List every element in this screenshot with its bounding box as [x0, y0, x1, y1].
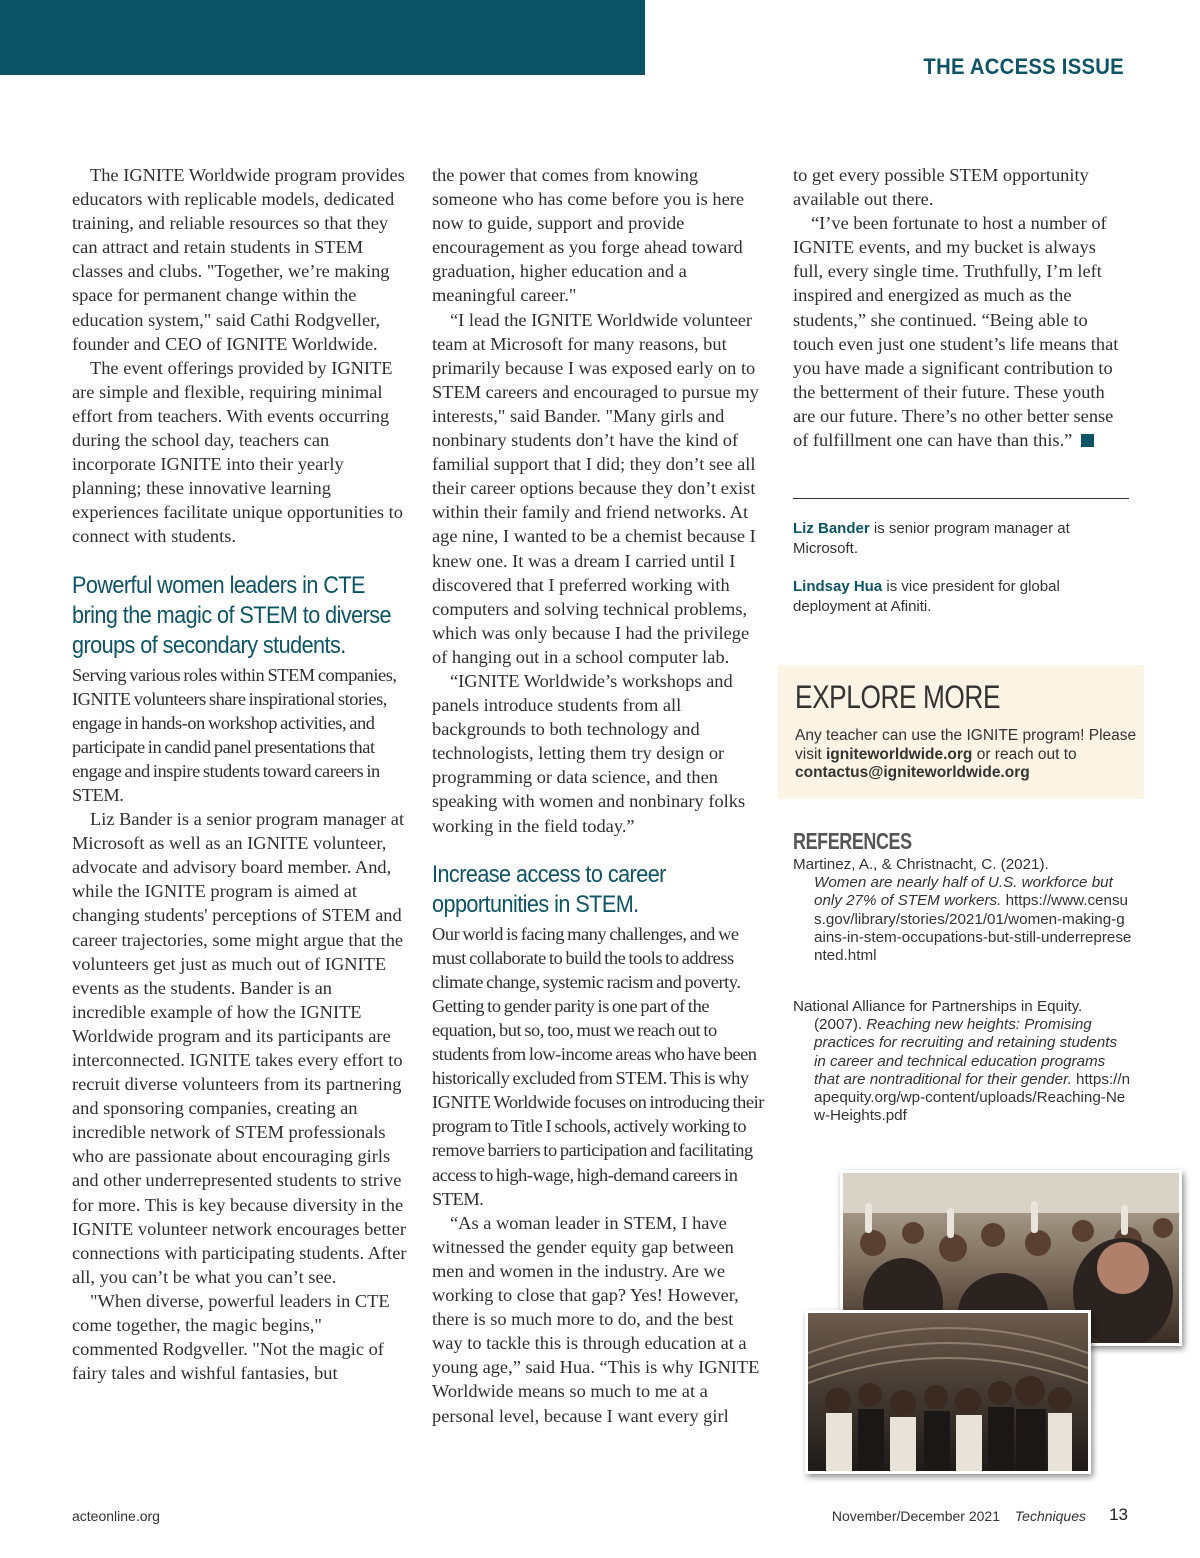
footer-magazine: Techniques	[1014, 1508, 1086, 1524]
end-mark-icon	[1081, 434, 1094, 447]
divider	[793, 498, 1129, 499]
author-bio	[793, 519, 1133, 558]
paragraph: “IGNITE Worldwide’s workshops and panels introduce students from all backgrounds to both technology and technologists, letting them try design or programming or data science, and then speaking with women and nonbinary folks working in the field today.”	[432, 670, 746, 836]
paragraph: “I lead the IGNITE Worldwide volunteer team at Microsoft for many reasons, but primarily because I was exposed early on to STEM careers and encouraged to pursue my interests," said Bander. "Many girls and nonbinary students don’t have the kind of familial support that I did; they don’t see all their career options because they don’t exist within their family and friend networks. At age nine, I wanted to be a chemist because I knew one. It was a dream I carried until I discovered that I preferred working with computers and solving technical problems, which was only because I had the privilege of hanging out in a school computer lab.	[432, 309, 759, 667]
paragraph	[793, 211, 1125, 452]
author-description: is vice president for global deployment at Afiniti.	[793, 578, 1060, 615]
reference-url: https://napequity.org/wp-content/uploads/Reaching-New-Heights.pdf	[814, 1070, 1131, 1125]
explore-text: Any teacher can use the IGNITE program! Please visit	[795, 727, 1137, 763]
website-link[interactable]: igniteworldwide.org	[826, 745, 973, 763]
footer-date: November/December 2021	[831, 1508, 1000, 1524]
article-column-2	[432, 163, 768, 1428]
article-column-3	[793, 163, 1125, 452]
paragraph: Our world is facing many challenges, and we must collaborate to build the tools to address climate change, systemic racism and poverty. Getting to gender parity is one part of the equation, but so, too, must we reach out to students from low-income areas who have been historically excluded from STEM. This is why IGNITE Worldwide focuses on introducing their program to Title I schools, actively working to remove barriers to participation and facilitating access to high-wage, high-demand careers in STEM.	[432, 923, 764, 1209]
explore-more-text	[795, 727, 1140, 783]
reference-authors-text: National Alliance for Partnerships in Equity. (2007).	[793, 998, 1083, 1034]
author-name: Liz Bander	[793, 520, 870, 537]
paragraph: the power that comes from knowing someone who has come before you is here now to guide, support and provide encouragement as you forge ahead toward graduation, higher education and a meaningful career."	[432, 165, 745, 306]
paragraph-text: “I’ve been fortunate to host a number of IGNITE events, and my bucket is always full, every single time. Truthfully, I’m left inspired and energized as much as the students,” she continued. “Being able to touch even just one student’s life means that you have made a significant contribution to the betterment of their future. These youth are our future. There’s no other better sense of fulfillment one can have than this.”	[793, 213, 1119, 451]
paragraph: Serving various roles within STEM companies, IGNITE volunteers share inspirational stories, engage in hands-on workshop activities, and participate in candid panel presentations that engage and inspire students toward careers in STEM.	[72, 664, 397, 805]
reference-url: https://www.census.gov/library/stories/2021/01/women-making-gains-in-stem-occupations-but-still-underrepresented.html	[814, 892, 1132, 965]
reference-item	[793, 998, 1133, 1125]
author-bio	[793, 577, 1133, 616]
subheading: Powerful women leaders in CTE bring the magic of STEM to diverse groups of secondary students.	[72, 571, 391, 659]
paragraph: The event offerings provided by IGNITE are simple and flexible, requiring minimal effort from teachers. With events occurring during the school day, teachers can incorporate IGNITE into their yearly planning; these innovative learning experiences facilitate unique opportunities to connect with students.	[72, 357, 403, 547]
reference-details	[793, 874, 1133, 965]
paragraph: "When diverse, powerful leaders in CTE come together, the magic begins," commented Rodgveller. "Not the magic of fairy tales and wishful fantasies, but	[72, 1290, 390, 1384]
paragraph: “As a woman leader in STEM, I have witnessed the gender equity gap between men and women in the industry. Are we working to close that gap? Yes! However, there is so much more to do, and the best way to tackle this is through education at a young age,” said Hua. “This is why IGNITE Worldwide means so much to me at a personal level, because I want every girl	[432, 1212, 760, 1426]
paragraph: Liz Bander is a senior program manager at Microsoft as well as an IGNITE volunteer, advocate and advisory board member. And, while the IGNITE program is aimed at changing students' perceptions of STEM and career trajectories, some might argue that the volunteers get just as much out of IGNITE events as the students. Bander is an incredible example of how the IGNITE Worldwide program and its participants are interconnected. IGNITE takes every effort to recruit diverse volunteers from its partnering and sponsoring companies, creating an incredible network of STEM professionals who are passionate about encouraging girls and other underrepresented students to strive for more. This is key because diversity in the IGNITE volunteer network encourages better connections with participating students. After all, you can’t be what you can’t see.	[72, 809, 407, 1287]
paragraph: to get every possible STEM opportunity available out there.	[793, 165, 1089, 210]
explore-text: or reach out to	[972, 745, 1077, 763]
reference-title: Women are nearly half of U.S. workforce but only 27% of STEM workers.	[814, 874, 1113, 910]
article-column-1	[72, 163, 408, 1385]
subheading: Increase access to career opportunities in STEM.	[432, 860, 666, 918]
reference-item	[793, 856, 1133, 965]
group-photo	[805, 1310, 1091, 1474]
explore-more-title: EXPLORE MORE	[795, 679, 1001, 715]
email-link[interactable]: contactus@igniteworldwide.org	[795, 764, 1030, 781]
paragraph: The IGNITE Worldwide program provides educators with replicable models, dedicated training, and reliable resources so that they can attract and retain students in STEM classes and clubs. "Together, we’re making space for permanent change within the education system," said Cathi Rodgveller, founder and CEO of IGNITE Worldwide.	[72, 165, 405, 354]
footer-site: acteonline.org	[72, 1508, 160, 1524]
top-color-bar	[0, 0, 645, 75]
references-title: REFERENCES	[793, 828, 912, 854]
page-number: 13	[1109, 1505, 1128, 1524]
reference-title: Reaching new heights: Promising practices for recruiting and retaining students in career and technical education programs that are nontraditional for their gender.	[814, 1016, 1118, 1088]
explore-more-box	[778, 665, 1144, 799]
author-description: is senior program manager at Microsoft.	[793, 520, 1070, 557]
issue-label: THE ACCESS ISSUE	[923, 54, 1124, 79]
reference-authors: Martinez, A., & Christnacht, C. (2021).	[793, 856, 1049, 873]
reference-authors	[793, 998, 1133, 1125]
author-name: Lindsay Hua	[793, 578, 883, 595]
